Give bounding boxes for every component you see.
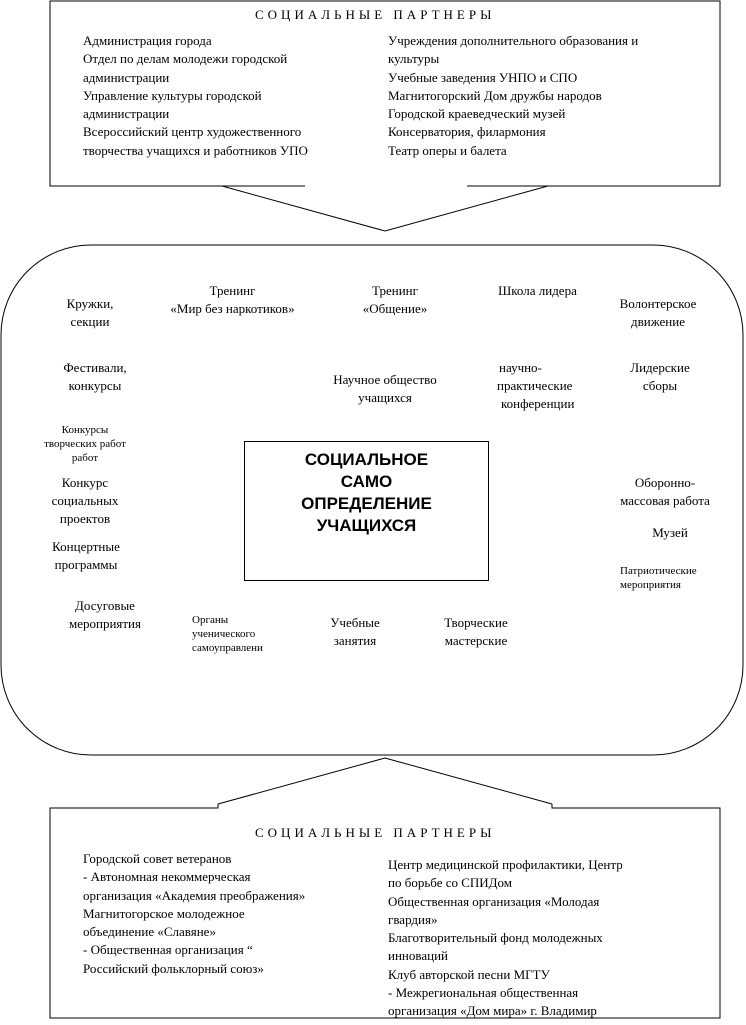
activity-line: Патриотические <box>620 565 697 577</box>
center-title <box>245 449 488 537</box>
activity-line: «Общение» <box>362 301 428 316</box>
activity-line: мастерские <box>444 633 508 648</box>
activity-line: Тренинг <box>209 283 256 298</box>
up-arrow <box>218 758 552 804</box>
activity-trening-obshchenie <box>340 282 450 318</box>
activity-line: учащихся <box>358 390 412 405</box>
center-line: САМО <box>340 472 393 491</box>
activity-organy <box>192 613 292 655</box>
activity-line: Лидерские <box>630 360 690 375</box>
list-item: Российский фольклорный союз» <box>83 960 264 976</box>
activity-line: самоуправлени <box>192 642 263 654</box>
activity-line: Досуговые <box>75 598 135 613</box>
activity-trening-mir <box>150 282 315 318</box>
list-item: творчества учащихся и работников УПО <box>83 142 308 158</box>
list-item: администрации <box>83 106 170 122</box>
bottom-partners-right-list <box>388 856 623 1021</box>
bottom-partners-title: СОЦИАЛЬНЫЕ ПАРТНЕРЫ <box>255 825 496 840</box>
activity-line: «Мир без наркотиков» <box>170 301 295 316</box>
activity-line: Конкурс <box>61 475 109 490</box>
list-item: Администрация города <box>83 33 212 48</box>
activity-line: занятия <box>333 633 377 648</box>
activity-uchebnye <box>310 614 400 650</box>
activity-line: социальных <box>51 493 119 508</box>
center-line: СОЦИАЛЬНОЕ <box>304 450 429 469</box>
list-item: Городской совет ветеранов <box>83 851 232 866</box>
list-item: культуры <box>388 51 440 67</box>
activity-line: Музей <box>652 525 688 540</box>
activity-line: Концертные <box>52 539 120 554</box>
down-arrow <box>222 186 548 231</box>
list-item: объединение «Славяне» <box>83 924 216 940</box>
activity-liderskie <box>605 359 715 395</box>
activity-konferentsii <box>497 359 607 413</box>
top-partners-left-list <box>83 32 308 160</box>
list-item: Учебные заведения УНПО и СПО <box>388 69 578 85</box>
activity-tvorcheskie <box>425 614 527 650</box>
list-item: организация «Академия преображения» <box>83 887 306 903</box>
list-item: - Автономная некоммерческая <box>83 869 251 885</box>
list-item: Центр медицинской профилактики, Центр <box>388 857 623 872</box>
list-item: инноваций <box>388 948 448 964</box>
activity-patrioticheskie <box>620 564 730 592</box>
list-item: Управление культуры городской <box>83 87 262 103</box>
list-item: Всероссийский центр художественного <box>83 124 302 140</box>
activity-volonter <box>602 295 714 331</box>
activity-line: практические <box>497 378 573 393</box>
activity-line: движение <box>631 314 685 329</box>
activity-line: Тренинг <box>372 283 418 298</box>
list-item: - Общественная организация “ <box>83 942 253 958</box>
list-item: Учреждения дополнительного образования и <box>388 33 639 48</box>
activity-konkurs-proektov <box>35 474 135 528</box>
bottom-partners-left-list <box>83 850 305 978</box>
center-line: УЧАЩИХСЯ <box>316 516 417 535</box>
activity-muzei <box>640 524 700 542</box>
activity-line: сборы <box>642 378 678 393</box>
list-item: гвардия» <box>388 911 438 927</box>
activity-kontsertnye <box>30 538 142 574</box>
list-item: по борьбе со СПИДом <box>388 875 513 891</box>
activity-shkola-lidera <box>480 282 595 300</box>
activity-line: Творческие <box>444 615 508 630</box>
activity-line: массовая работа <box>620 493 710 508</box>
activity-line: ученического <box>192 628 256 640</box>
list-item: Театр оперы и балета <box>388 142 507 158</box>
activity-line: научно- <box>499 360 542 375</box>
activity-line: мероприятия <box>68 616 141 631</box>
list-item: Магнитогорский Дом дружбы народов <box>388 87 602 103</box>
activity-konkursy-tvorcheskih <box>30 423 140 465</box>
activity-line: работ <box>71 452 99 464</box>
activity-line: программы <box>54 557 118 572</box>
list-item: организация «Дом мира» г. Владимир <box>388 1003 597 1019</box>
activity-line: Фестивали, <box>63 360 127 375</box>
activity-oboronno <box>605 474 725 510</box>
activity-line: Конкурсы <box>61 424 109 436</box>
activity-line: секции <box>70 314 110 329</box>
activity-dosugovye <box>50 597 160 633</box>
list-item: Клуб авторской песни МГТУ <box>388 966 550 982</box>
activity-line: Оборонно- <box>634 475 696 490</box>
activity-line: конкурсы <box>68 378 122 393</box>
list-item: Общественная организация «Молодая <box>388 893 600 909</box>
activity-line: проектов <box>59 511 111 526</box>
list-item: Городской краеведческий музей <box>388 106 566 122</box>
list-item: администрации <box>83 69 170 85</box>
list-item: Отдел по делам молодежи городской <box>83 51 288 67</box>
activity-kruzhki <box>40 295 140 331</box>
list-item: Консерватория, филармония <box>388 124 546 140</box>
activity-line: Кружки, <box>66 296 114 311</box>
activity-line: конференции <box>501 396 575 411</box>
activity-line: творческих работ <box>44 438 126 450</box>
activity-line: Учебные <box>330 615 380 630</box>
list-item: Магнитогорское молодежное <box>83 905 245 921</box>
list-item: Благотворительный фонд молодежных <box>388 930 603 946</box>
activity-line: Волонтерское <box>619 296 697 311</box>
activity-line: Органы <box>192 614 229 626</box>
activity-festivali <box>40 359 150 395</box>
activity-line: мероприятия <box>620 579 681 591</box>
center-line: ОПРЕДЕЛЕНИЕ <box>301 494 432 513</box>
top-partners-title: СОЦИАЛЬНЫЕ ПАРТНЕРЫ <box>255 7 496 22</box>
activity-line: Научное общество <box>333 372 437 387</box>
list-item: - Межрегиональная общественная <box>388 985 579 1001</box>
top-partners-right-list <box>388 32 638 160</box>
activity-line: Школа лидера <box>498 283 577 298</box>
activity-nauchnoe-obshchestvo <box>310 371 460 407</box>
